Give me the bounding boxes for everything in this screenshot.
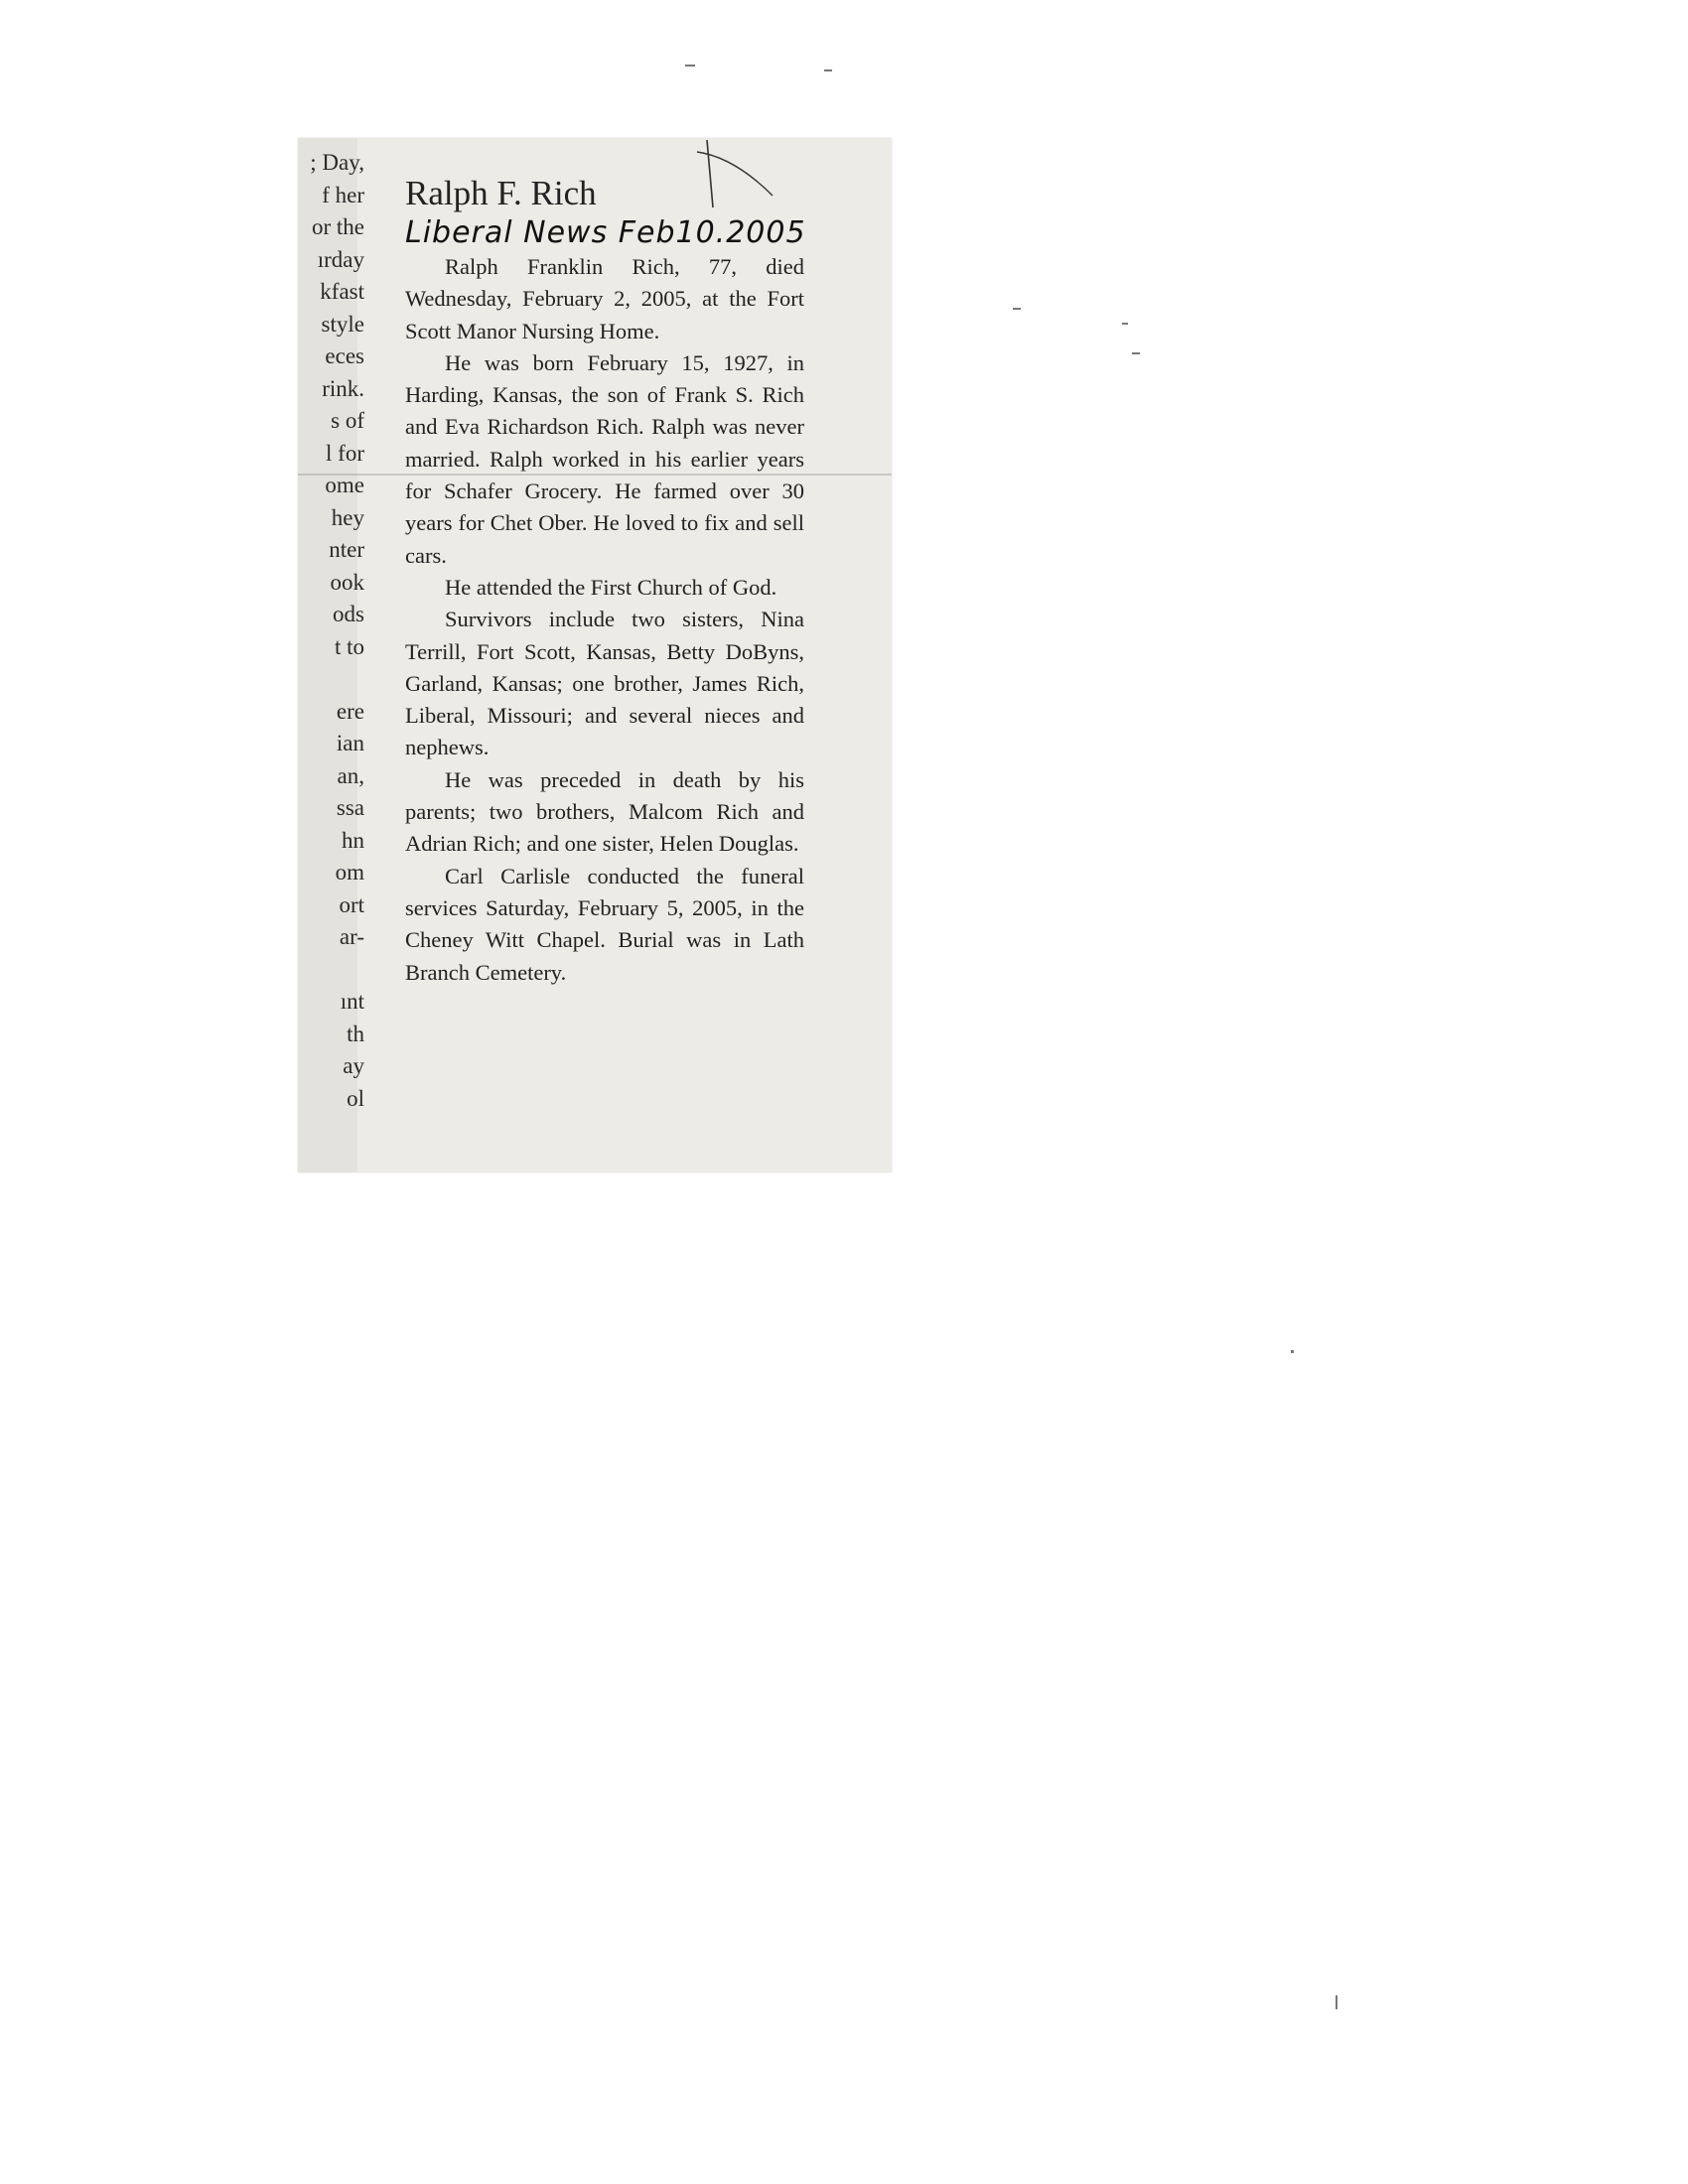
fragment-line: ods (333, 602, 364, 626)
scan-artifact (1336, 1995, 1337, 2009)
fragment-line: style (321, 311, 364, 337)
obituary-body (405, 251, 804, 989)
fragment-line: ere (336, 698, 364, 724)
scan-artifact (1122, 323, 1128, 325)
obituary-title: Ralph F. Rich (405, 174, 597, 212)
fragment-line: ar- (339, 924, 364, 949)
fragment-line: ome (325, 473, 364, 497)
scan-artifact (1013, 308, 1021, 310)
fragment-line: hey (331, 504, 364, 530)
fragment-line: rink. (322, 375, 364, 401)
fragment-line: ook (330, 569, 364, 595)
obituary-paragraph: He was preceded in death by his parents; two brothers, Malcom Rich and Adrian Rich; and one sister, Helen Douglas. (405, 766, 804, 857)
fragment-line: or the (311, 214, 364, 239)
fragment-line: kfast (320, 279, 364, 304)
adjacent-column-fragment (298, 147, 364, 1115)
fragment-line: hn (342, 827, 364, 853)
scan-artifact (1132, 352, 1140, 354)
fragment-line: ay (343, 1053, 364, 1078)
fragment-line: ol (347, 1085, 364, 1111)
obituary-article (405, 174, 804, 989)
fragment-line: eces (325, 343, 364, 368)
scan-artifact (685, 65, 695, 67)
fragment-line: s of (331, 408, 364, 433)
obituary-paragraph: Ralph Franklin Rich, 77, died Wednesday, February 2, 2005, at the Fort Scott Manor Nursing Home. (405, 254, 804, 343)
fragment-line: an, (337, 762, 364, 788)
fragment-line: ınt (340, 989, 364, 1014)
obituary-paragraph: Carl Carlisle conducted the funeral services Saturday, February 5, 2005, in the Cheney Witt Chapel. Burial was in Lath Branch Cemetery. (405, 863, 804, 985)
obituary-paragraph: Survivors include two sisters, Nina Terrill, Fort Scott, Kansas, Betty DoByns, Garland, Kansas; one brother, James Rich, Liberal, Missouri; and several nieces and nephews. (405, 607, 804, 760)
obituary-paragraph: He was born February 15, 1927, in Harding, Kansas, the son of Frank S. Rich and Eva Richardson Rich. Ralph was never married. Ralph worked in his earlier years for Schafer Grocery. He farmed over 30 years for Chet Ober. He loved to fix and sell cars. (405, 349, 804, 568)
scan-artifact (1291, 1350, 1294, 1353)
fragment-line: ırday (317, 246, 364, 272)
fragment-line: ort (339, 891, 364, 917)
fragment-line: f her (322, 182, 364, 207)
handwritten-source-note: Liberal News Feb10.2005 (405, 215, 806, 250)
obituary-paragraph: He attended the First Church of God. (445, 574, 777, 600)
fragment-line: l for (326, 440, 364, 466)
fragment-line: nter (329, 537, 364, 562)
fragment-line: ; Day, (310, 150, 364, 175)
fragment-line: om (335, 860, 364, 885)
scan-artifact (824, 69, 832, 71)
fragment-line: ian (336, 731, 364, 755)
fragment-line: th (347, 1021, 364, 1046)
newspaper-clipping (298, 138, 892, 1172)
fragment-line (298, 954, 364, 987)
fragment-line: ssa (336, 795, 364, 820)
fragment-line (298, 663, 364, 696)
fragment-line: t to (334, 633, 364, 659)
